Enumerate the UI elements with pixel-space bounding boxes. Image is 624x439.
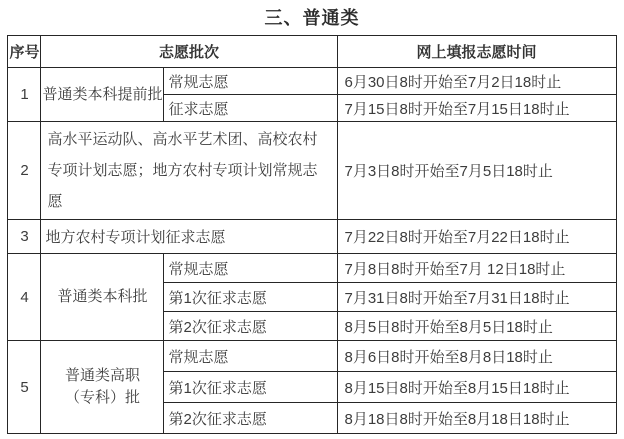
time-cell: 8月15日8时开始至8月15日18时止: [337, 372, 616, 403]
sub-batch: 常规志愿: [164, 341, 337, 372]
batch-name-line1: 普通类高职: [64, 367, 140, 384]
table-header-row: [8, 36, 616, 68]
col-header-time: 网上填报志愿时间: [337, 36, 616, 68]
row-no: 2: [8, 122, 41, 220]
table-row: [8, 68, 616, 95]
time-cell: 7月15日8时开始至7月15日18时止: [337, 95, 616, 122]
batch-name: 地方农村专项计划征求志愿: [41, 220, 337, 254]
page-title: 三、普通类: [264, 8, 360, 28]
batch-name-line2: （专科）批: [64, 389, 140, 406]
sub-batch: 第1次征求志愿: [164, 283, 337, 312]
col-header-batch: 志愿批次: [41, 36, 337, 68]
time-cell: 7月31日8时开始至7月31日18时止: [337, 283, 616, 312]
col-header-no: 序号: [8, 36, 41, 68]
sub-batch: 第2次征求志愿: [164, 403, 337, 434]
table-row: [8, 254, 616, 283]
sub-batch: 征求志愿: [164, 95, 337, 122]
sub-batch: 第2次征求志愿: [164, 312, 337, 341]
batch-name: 高水平运动队、高水平艺术团、高校农村专项计划志愿；地方农村专项计划常规志愿: [41, 122, 337, 220]
row-no: 4: [8, 254, 41, 341]
time-cell: 7月3日8时开始至7月5日18时止: [337, 122, 616, 220]
sub-batch: 第1次征求志愿: [164, 372, 337, 403]
time-cell: 8月5日8时开始至8月5日18时止: [337, 312, 616, 341]
row-no: 5: [8, 341, 41, 434]
time-cell: 7月22日8时开始至7月22日18时止: [337, 220, 616, 254]
time-cell: 8月6日8时开始至8月8日18时止: [337, 341, 616, 372]
table-row: [8, 122, 616, 220]
time-cell: 8月18日8时开始至8月18日18时止: [337, 403, 616, 434]
row-no: 1: [8, 68, 41, 122]
batch-name: 普通类本科提前批: [41, 68, 164, 122]
time-cell: 7月8日8时开始至7月 12日18时止: [337, 254, 616, 283]
table-row: [8, 220, 616, 254]
batch-name: [41, 341, 164, 434]
table-row: [8, 341, 616, 372]
sub-batch: 常规志愿: [164, 254, 337, 283]
batch-name: 普通类本科批: [41, 254, 164, 341]
time-cell: 6月30日8时开始至7月2日18时止: [337, 68, 616, 95]
row-no: 3: [8, 220, 41, 254]
schedule-table: [7, 35, 616, 434]
sub-batch: 常规志愿: [164, 68, 337, 95]
